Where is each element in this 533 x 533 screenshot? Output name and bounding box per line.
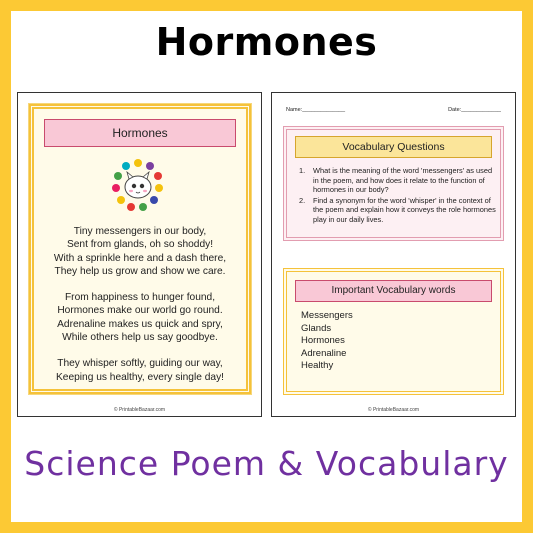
poem-line: With a sprinkle here and a dash there,	[53, 252, 227, 264]
question-item	[299, 196, 497, 225]
question-number: 2.	[299, 195, 306, 205]
poem-page	[17, 92, 262, 417]
question-item	[299, 166, 497, 195]
poem-line: Keeping us healthy, every single day!	[55, 371, 224, 383]
question-text: What is the meaning of the word 'messengers' as used in the poem, and how does it relate to the function of hormones in our body?	[313, 166, 493, 195]
vocab-word: Healthy	[301, 360, 334, 371]
poem-stanza-3	[34, 357, 246, 384]
poem-line: Sent from glands, oh so shoddy!	[66, 239, 214, 251]
vocabulary-questions-list	[299, 166, 497, 226]
important-words-box	[283, 268, 504, 395]
vocab-word: Hormones	[301, 335, 345, 346]
question-number: 1.	[299, 166, 306, 175]
page-subtitle: Science Poem & Vocabulary	[24, 444, 509, 483]
date-field[interactable]: Date:_____________	[448, 107, 501, 113]
vocab-word: Adrenaline	[301, 347, 347, 359]
important-words-list	[301, 310, 353, 373]
poem-line: Adrenaline makes us quick and spry,	[57, 318, 223, 330]
name-field[interactable]: Name:______________	[286, 107, 346, 113]
poem-box	[29, 104, 251, 394]
vocabulary-questions-box	[283, 126, 504, 241]
page-title: Hormones	[155, 20, 378, 64]
poem-text	[34, 225, 246, 397]
poem-line: They help us grow and show we care.	[54, 265, 226, 277]
page-footer: © PrintableBazaar.com	[367, 407, 420, 413]
poem-title: Hormones	[44, 119, 236, 147]
important-words-title: Important Vocabulary words	[295, 280, 492, 302]
poem-stanza-2	[34, 291, 246, 344]
name-date-row	[286, 107, 501, 117]
poem-line: While others help us say goodbye.	[62, 332, 218, 344]
vocab-word: Glands	[301, 322, 332, 334]
page-footer: © PrintableBazaar.com	[113, 407, 166, 413]
poem-line: They whisper softly, guiding our way,	[57, 358, 223, 370]
worksheet-page	[271, 92, 516, 417]
poem-line: From happiness to hunger found,	[64, 292, 216, 304]
poem-line: Hormones make our world go round.	[57, 305, 223, 317]
vocabulary-questions-title: Vocabulary Questions	[295, 136, 492, 158]
vocab-word: Messengers	[301, 310, 353, 321]
poem-line: Tiny messengers in our body,	[73, 226, 207, 237]
question-text: Find a synonym for the word 'whisper' in the context of the poem and explain how it conveys the role hormones play in our daily lives.	[313, 195, 496, 224]
poem-stanza-1	[34, 225, 246, 278]
hormone-character-illustration	[110, 157, 166, 213]
